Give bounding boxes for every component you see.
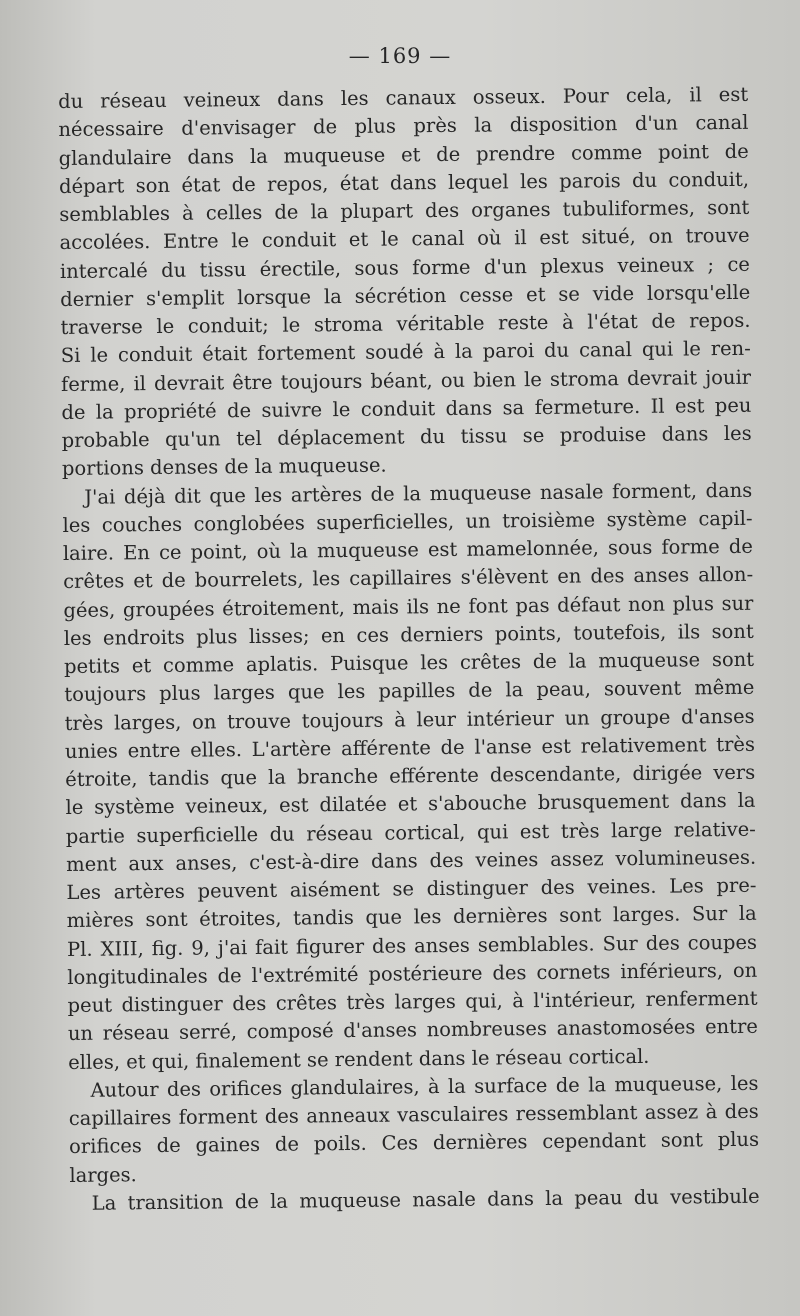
text-line: de la propriété de suivre le conduit dans sa fermeture. Il est peu bbox=[61, 393, 752, 424]
text-line: accolées. Entre le conduit et le canal où il est situé, on trouve bbox=[59, 224, 750, 255]
page-number: — 169 — bbox=[348, 44, 452, 68]
text-line: longitudinales de l'extrémité postérieure des cornets inférieurs, on bbox=[67, 958, 758, 989]
text-line: gées, groupées étroitement, mais ils ne font pas défaut non plus sur bbox=[63, 591, 754, 622]
text-line: départ son état de repos, état dans lequel les parois du conduit, bbox=[58, 167, 750, 198]
text-line: larges. bbox=[69, 1162, 137, 1187]
text-line: Les artères peuvent aisément se distinguer des veines. Les pre- bbox=[66, 873, 757, 904]
text-line: les endroits plus lisses; en ces derniers points, toutefois, ils sont bbox=[63, 619, 754, 650]
text-line: un réseau serré, composé d'anses nombreuses anastomosées entre bbox=[67, 1014, 758, 1046]
text-line: traverse le conduit; le stroma véritable reste à l'état de repos. bbox=[60, 308, 751, 339]
text-line: portions denses de la muqueuse. bbox=[61, 453, 387, 481]
paragraph bbox=[62, 476, 758, 1076]
text-line: unies entre elles. L'artère afférente de l'anse est relativement très bbox=[64, 732, 756, 763]
text-line: elles, et qui, finalement se rendent dans le réseau cortical. bbox=[68, 1044, 650, 1074]
text-line: probable qu'un tel déplacement du tissu se produise dans les bbox=[61, 421, 752, 452]
text-line: Pl. XIII, fig. 9, j'ai fait figurer des anses semblables. Sur des coupes bbox=[66, 930, 758, 961]
paragraph bbox=[58, 81, 752, 484]
text-line: partie superficielle du réseau cortical, qui est très large relative- bbox=[65, 817, 756, 848]
text-line: semblables à celles de la plupart des organes tubuliformes, sont bbox=[59, 195, 750, 226]
text-line: du réseau veineux dans les canaux osseux. Pour cela, il est bbox=[58, 82, 749, 113]
text-line: nécessaire d'envisager de plus près la disposition d'un canal bbox=[58, 111, 749, 142]
text-line: intercalé du tissu érectile, sous forme d'un plexus veineux ; ce bbox=[59, 252, 750, 283]
text-line: laire. En ce point, où la muqueuse est mamelonnée, sous forme de bbox=[62, 534, 753, 565]
text-line: les couches conglobées superficielles, un troisième système capil- bbox=[62, 506, 753, 537]
text-line: ment aux anses, c'est-à-dire dans des veines assez volumineuses. bbox=[66, 845, 757, 876]
text-line: ferme, il devrait être toujours béant, ou bien le stroma devrait jouir bbox=[60, 365, 752, 396]
text-line: capillaires forment des anneaux vasculaires ressemblant assez à des bbox=[68, 1099, 759, 1130]
text-line: crêtes et de bourrelets, les capillaires s'élèvent en des anses allon- bbox=[63, 562, 754, 594]
paragraph bbox=[68, 1069, 759, 1189]
text-line: étroite, tandis que la branche efférente descendante, dirigée vers bbox=[65, 760, 756, 791]
text-line: dernier s'emplit lorsque la sécrétion cesse et se vide lorsqu'elle bbox=[60, 280, 751, 311]
text-line: mières sont étroites, tandis que les dernières sont larges. Sur la bbox=[66, 901, 757, 933]
text-line: toujours plus larges que les papilles de la peau, souvent même bbox=[64, 675, 755, 707]
text-line: La transition de la muqueuse nasale dans la peau du vestibule bbox=[91, 1184, 760, 1215]
text-line: très larges, on trouve toujours à leur intérieur un groupe d'anses bbox=[64, 704, 755, 735]
text-line: peut distinguer des crêtes très larges qui, à l'intérieur, renferment bbox=[67, 986, 758, 1017]
text-line: petits et comme aplatis. Puisque les crêtes de la muqueuse sont bbox=[63, 647, 755, 678]
text-line: glandulaire dans la muqueuse et de prendre comme point de bbox=[58, 139, 749, 170]
text-line: Si le conduit était fortement soudé à la paroi du canal qui le ren- bbox=[60, 337, 751, 368]
text-line: Autour des orifices glandulaires, à la surface de la muqueuse, les bbox=[90, 1071, 759, 1102]
text-line: orifices de gaines de poils. Ces dernières cependant sont plus bbox=[68, 1127, 760, 1159]
page-body-text bbox=[58, 81, 760, 1218]
text-line: J'ai déjà dit que les artères de la muqueuse nasale forment, dans bbox=[84, 478, 753, 509]
text-line: le système veineux, est dilatée et s'abouche brusquement dans la bbox=[65, 788, 756, 820]
paragraph bbox=[70, 1182, 760, 1217]
